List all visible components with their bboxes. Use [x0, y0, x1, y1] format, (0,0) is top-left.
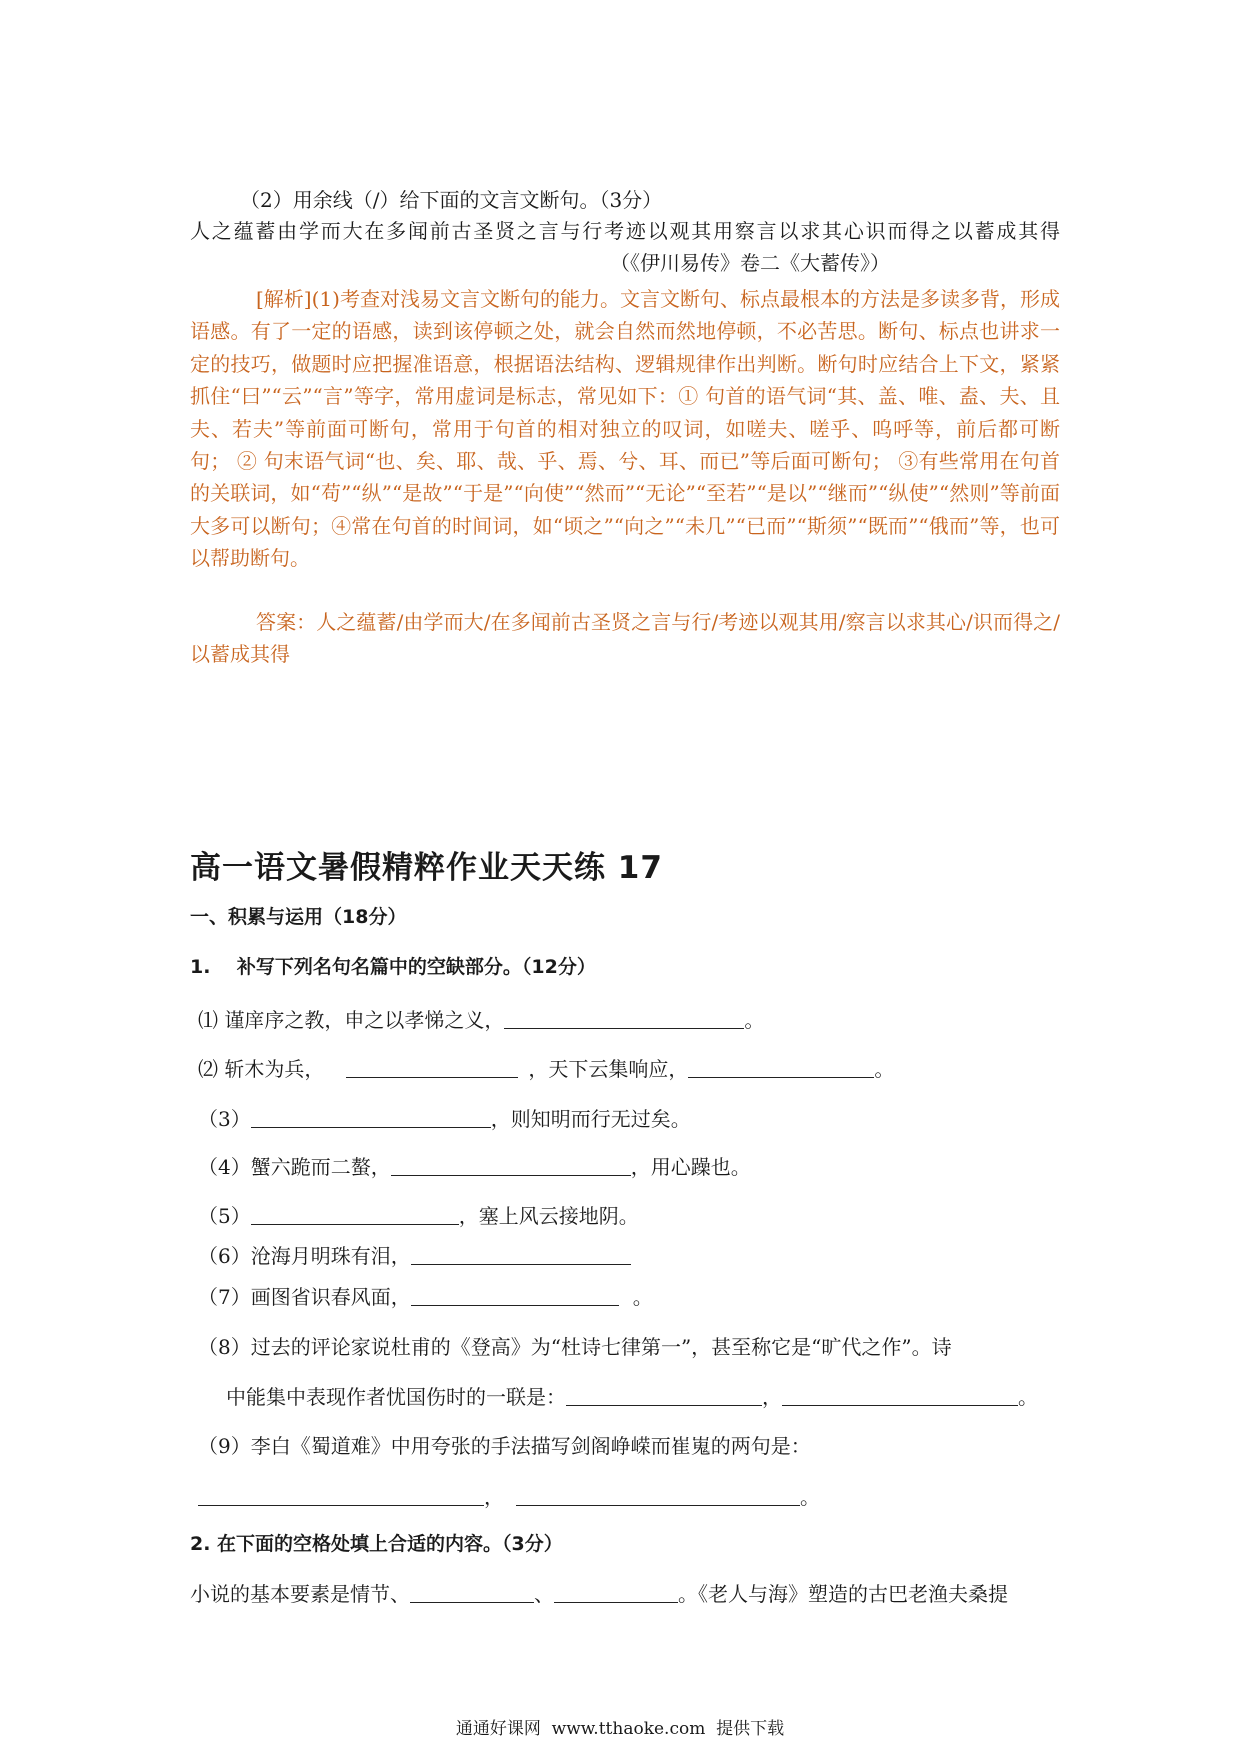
answer-blank[interactable]	[566, 1385, 762, 1406]
item-text: （4）蟹六跪而二螯，	[198, 1155, 391, 1179]
item-text: ，则知明而行无过矣。	[490, 1107, 691, 1131]
answer-blank[interactable]	[251, 1204, 459, 1225]
question-prompt: （2）用余线（/）给下面的文言文断句。（3分）	[240, 188, 663, 212]
fill-item-9-line-2	[198, 1483, 820, 1511]
item-text: （3）	[198, 1107, 251, 1131]
item-text: ，塞上风云接地阴。	[458, 1204, 639, 1228]
item-text: 。	[800, 1485, 820, 1509]
passage-text: 人之蕴蓄由学而大在多闻前古圣贤之言与行考迹以观其用察言以求其心识而得之以蓄成其得	[190, 219, 1060, 243]
answer-blank[interactable]	[516, 1485, 800, 1506]
fill-item-7	[198, 1283, 653, 1311]
item-text: 、	[534, 1582, 554, 1606]
answer-blank[interactable]	[198, 1485, 484, 1506]
item-text: 中能集中表现作者忧国伤时的一联是：	[226, 1385, 566, 1409]
item-text: ，天下云集响应，	[528, 1057, 689, 1081]
answer-blank[interactable]	[411, 1244, 631, 1265]
item-text: ，	[762, 1385, 782, 1409]
item-text: 。	[874, 1057, 895, 1081]
item-text: 。《老人与海》塑造的古巴老渔夫桑提	[678, 1582, 1008, 1606]
question-1-heading: 1. 补写下列名句名篇中的空缺部分。（12分）	[190, 956, 596, 978]
answer-blank[interactable]	[410, 1582, 534, 1603]
answer-blank[interactable]	[504, 1008, 744, 1029]
item-text: 。	[632, 1285, 653, 1309]
exercise-title: 高一语文暑假精粹作业天天练 17	[190, 850, 663, 886]
answer-blank[interactable]	[554, 1582, 678, 1603]
fill-item-1	[198, 1006, 764, 1034]
fill-item-5	[198, 1202, 639, 1230]
fill-item-8-line-1: （8）过去的评论家说杜甫的《登高》为“杜诗七律第一”，甚至称它是“旷代之作”。诗	[198, 1335, 952, 1359]
fill-item-6	[198, 1242, 631, 1270]
item-text: ，用心躁也。	[630, 1155, 751, 1179]
fill-item-8-line-2	[226, 1383, 1038, 1411]
fill-item-3	[198, 1105, 691, 1133]
item-text: 小说的基本要素是情节、	[190, 1582, 410, 1606]
fill-item-9-line-1: （9）李白《蜀道难》中用夸张的手法描写剑阁峥嵘而崔嵬的两句是：	[198, 1434, 811, 1458]
classical-passage	[190, 215, 1060, 279]
item-text: 。	[744, 1008, 765, 1032]
item-text: 。	[1018, 1385, 1038, 1409]
item-text: （6）沧海月明珠有泪，	[198, 1244, 411, 1268]
answer-blank[interactable]	[391, 1155, 631, 1176]
answer-blank[interactable]	[688, 1057, 874, 1078]
item-text: （7）画图省识春风面，	[198, 1285, 411, 1309]
fill-item-2	[198, 1055, 894, 1083]
item-text: ⑵ 斩木为兵，	[198, 1057, 325, 1081]
item-text: ⑴ 谨庠序之教，申之以孝悌之义，	[198, 1008, 505, 1032]
item-text: （5）	[198, 1204, 251, 1228]
question-2-body	[190, 1580, 1008, 1608]
fill-item-4	[198, 1153, 751, 1181]
section-heading: 一、积累与运用（18分）	[190, 906, 407, 928]
passage-source: （《伊川易传》卷二《大蓄传》）	[610, 251, 890, 275]
answer-blank[interactable]	[782, 1385, 1018, 1406]
answer-blank[interactable]	[411, 1285, 619, 1306]
page-footer: 通通好课网 www.tthaoke.com 提供下载	[455, 1719, 785, 1739]
answer-blank[interactable]	[251, 1107, 491, 1128]
item-text: ，	[484, 1485, 504, 1509]
question-2-heading: 2. 在下面的空格处填上合适的内容。（3分）	[190, 1533, 563, 1555]
analysis-paragraph: [解析](1)考查对浅易文言文断句的能力。文言文断句、标点最根本的方法是多读多背，形成语感。有了一定的语感，读到该停顿之处，就会自然而然地停顿，不必苦思。断句、标点也讲求一定的技巧，做题时应把握准语意，根据语法结构、逻辑规律作出判断。断句时应结合上下文，紧紧抓住“曰”“云”“言”等字，常用虚词是标志，常见如下：① 句首的语气词“其、盖、唯、盍、夫、且夫、若夫”等前面可断句，常用于句首的相对独立的叹词，如嗟夫、嗟乎、呜呼等，前后都可断句； ② 句末语气词“也、矣、耶、哉、乎、焉、兮、耳、而已”等后面可断句； ③有些常用在句首的关联词，如“苟”“纵”“是故”“于是”“向使”“然而”“无论”“至若”“是以”“继而”“纵使”“然则”等前面大多可以断句；④常在句首的时间词，如“顷之”“向之”“未几”“已而”“斯须”“既而”“俄而”等，也可以帮助断句。	[190, 287, 1060, 571]
answer-blank[interactable]	[346, 1057, 518, 1078]
answer-paragraph: 答案：人之蕴蓄/由学而大/在多闻前古圣贤之言与行/考迹以观其用/察言以求其心/识而得之/以蓄成其得	[190, 610, 1060, 666]
